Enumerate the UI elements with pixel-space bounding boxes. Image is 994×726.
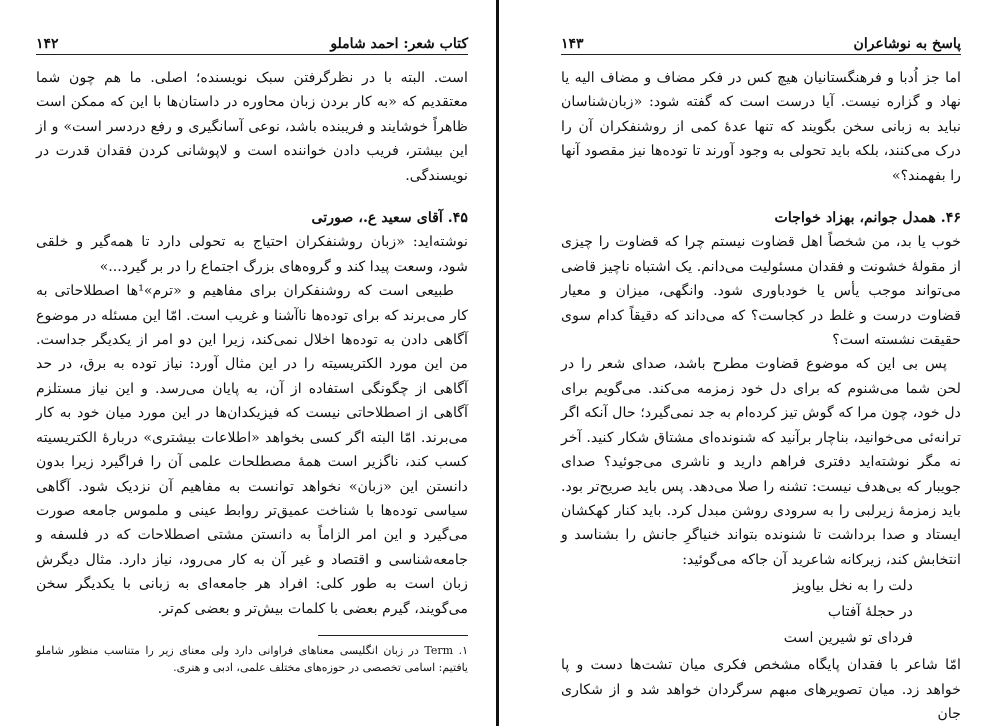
right-header-title: پاسخ به نوشاعران	[853, 36, 961, 52]
left-page-header	[36, 30, 468, 52]
left-page-body	[36, 66, 468, 621]
right-page-header	[561, 30, 961, 52]
paragraph-gap	[561, 188, 961, 206]
left-paragraph-1: است. البته با در نظرگرفتن سبک نویسنده؛ اصلی. ما هم چون شما معتقدیم که «به کار بردن زبان محاوره در داستان‌ها با این که ممکن است ظاهراً خوشایند و فریبنده باشد، نوعی آسانگیری و رفع دردسر است» و از این بیشتر، فریب دادن خواننده است و لاپوشانی کردن فقدان قدرت در نویسندگی.	[36, 70, 468, 184]
poem-line: در حجلهٔ آفتاب	[827, 604, 913, 621]
left-paragraph-2: نوشته‌اید: «زبان روشنفکران احتیاج به تحولی دارد تا همه‌گیر و خلقی شود، وسعت پیدا کند و گروه‌های بزرگ اجتماع را در بر گیرد...»	[36, 234, 468, 275]
right-paragraph-3: پس بی این که موضوع قضاوت مطرح باشد، صدای شعر را در لحن شما می‌شنوم که برای دل خود زمزمه می‌کند. می‌گویم برای دل خود، چون مرا که گوش تیز کرده‌ام به جد نمی‌گیرد؛ حال آنکه اگر ترانه‌ئی می‌خوانید، بناچار برآنید که شنونده‌ای مشتاق شکار کنید. آخر نه مگر نوشته‌اید دفتری فراهم دارید و ناشری می‌جوئید؟ صدای جویبار که بی‌هدف نیست: تشنه را صلا می‌دهد. پس باید صریح‌تر بود. باید زمزمهٔ زیرلبی را به سرودی روشن مبدل کرد. باید کنار کهکشان ایستاد و صدا برداشت تا شنونده بتواند خنیاگرِ جانش را بشناسد و انتخابش کند، زیرکانه شاعرید آن جاکه می‌گوئید:	[561, 356, 961, 568]
poem-line: دلت را به نخل بیاویز	[793, 578, 913, 595]
poem-quote	[561, 574, 961, 651]
left-header-rule	[36, 54, 468, 55]
right-paragraph-1: اما جز اُدبا و فرهنگستانیان هیچ کس در فکر مضاف و مضاف الیه یا نهاد و گزاره نیست. آیا درست است که گفته شود: «زبان‌شناسان نباید به زبانی سخن بگویند که تنها عدهٔ کمی از روشنفکران آن را درک می‌کنند، بلکه باید تحولی به وجود آورند تا توده‌ها نیز مقصود آنها را بفهمند؟»	[561, 70, 961, 184]
right-page-number: ۱۴۳	[561, 36, 584, 52]
poem-line: فردای تو شیرین است	[783, 630, 913, 647]
right-paragraph-4: امّا شاعر با فقدان پایگاه مشخص فکری میان تشت‌ها دست و پا خواهد زد. میان تصویرهای مبهم سرگردان خواهد شد و از شکاری جان	[561, 657, 961, 722]
left-header-title: کتاب شعر: احمد شاملو	[330, 36, 468, 52]
right-page-body	[561, 66, 961, 726]
right-header-rule	[561, 54, 961, 55]
paragraph-gap	[36, 188, 468, 206]
left-page-number: ۱۴۲	[36, 36, 59, 52]
left-paragraph-3: طبیعی است که روشنفکران برای مفاهیم و «ترم»¹ها اصطلاحاتی به کار می‌برند که برای توده‌ها ناآشنا و غریب است. امّا این مسئله در موضوع آگاهی دادن به توده‌ها اخلال نمی‌کند، زیرا این دو امر از یکدیگر جداست. من این مورد الکتریسیته را در این مثال آورد: نیاز توده به برق، در حد آگاهی از چگونگی استفاده از آن، به پایان می‌رسد. و این نیاز مستلزم آگاهی از اصطلاحاتی نیست که فیزیکدان‌ها در این مورد میان خود به کار می‌برند. امّا البته اگر کسی بخواهد «اطلاعات بیشتری» دربارهٔ الکتریسیته کسب کند، ناگزیر است همهٔ مصطلحات علمی آن را فراگیرد زیرا بدون دانستن این «زبان» نخواهد توانست به مفاهیم آن نزدیک شود. آگاهی سیاسی توده‌ها با شناخت عمیق‌تر روابط عینی و ملموس جامعه صورت می‌گیرد و این امر الزاماً به دانستن مشتی اصطلاحات که در فلسفه و جامعه‌شناسی و اقتصاد و غیر آن به کار می‌رود، نیاز دارد. مثال دیگرش زبان است به طور کلی: افراد هر جامعه‌ای به زبانی با یکدیگر سخن می‌گویند، گیرم بعضی با کلمات بیش‌تر و بعضی کم‌تر.	[36, 283, 468, 617]
left-section-title: ۴۵. آقای سعید ع.، صورتی	[311, 210, 468, 227]
right-page	[499, 0, 994, 726]
left-footnote	[36, 642, 468, 676]
footnote-text: ۱. Term در زبان انگلیسی معناهای فراوانی دارد ولی معنای زیر را متناسب منظور شاملو یافتیم: اسامی تخصصی در حوزه‌های مختلف علمی، ادبی و هنری.	[36, 644, 469, 674]
left-page	[0, 0, 496, 726]
right-paragraph-2: خوب یا بد، من شخصاً اهل قضاوت نیستم چرا که قضاوت را چیزی از مقولهٔ خشونت و فقدان مسئولیت می‌دانم. یک اشتباه ناچیز قاضی می‌تواند موجب یأس یا خودباوری شود. وانگهی، میزان و معیار قضاوت درست و غلط در کجاست؟ که می‌داند که دقیقاً کدام سوی حقیقت نشسته است؟	[561, 234, 961, 349]
right-section-title: ۴۶. همدل جوانم، بهزاد خواجات	[774, 210, 961, 227]
footnote-rule	[318, 635, 468, 636]
